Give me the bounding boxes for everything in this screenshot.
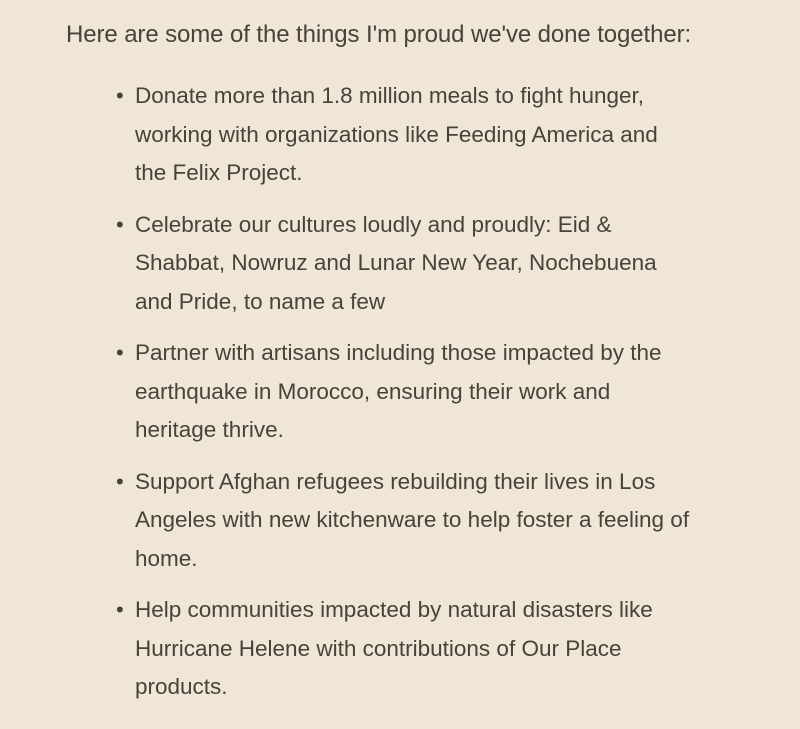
list-item (114, 334, 695, 450)
list-item (114, 463, 695, 579)
list-item-text: Help communities impacted by natural disasters like Hurricane Helene with contributions of Our Place products. (135, 597, 653, 699)
intro-paragraph: Here are some of the things I'm proud we've done together: (66, 21, 692, 48)
bullet-icon: • (116, 597, 124, 622)
bullet-icon: • (116, 83, 124, 108)
list-item-text: Support Afghan refugees rebuilding their lives in Los Angeles with new kitchenware to help foster a feeling of home. (135, 468, 690, 571)
accomplishments-list (66, 77, 800, 707)
list-item-text: Partner with artisans including those impacted by the earthquake in Morocco, ensuring their work and heritage thrive. (135, 340, 662, 442)
bullet-icon: • (116, 468, 124, 494)
bullet-icon: • (116, 340, 124, 365)
list-item (114, 206, 695, 322)
list-item (114, 591, 695, 707)
bullet-icon: • (116, 211, 124, 237)
list-item-text: Donate more than 1.8 million meals to fight hunger, working with organizations like Feeding America and the Felix Project. (135, 83, 658, 185)
list-item-text: Celebrate our cultures loudly and proudly: Eid & Shabbat, Nowruz and Lunar New Year, Nochebuena and Pride, to name a few (135, 211, 657, 314)
list-item (114, 77, 695, 193)
